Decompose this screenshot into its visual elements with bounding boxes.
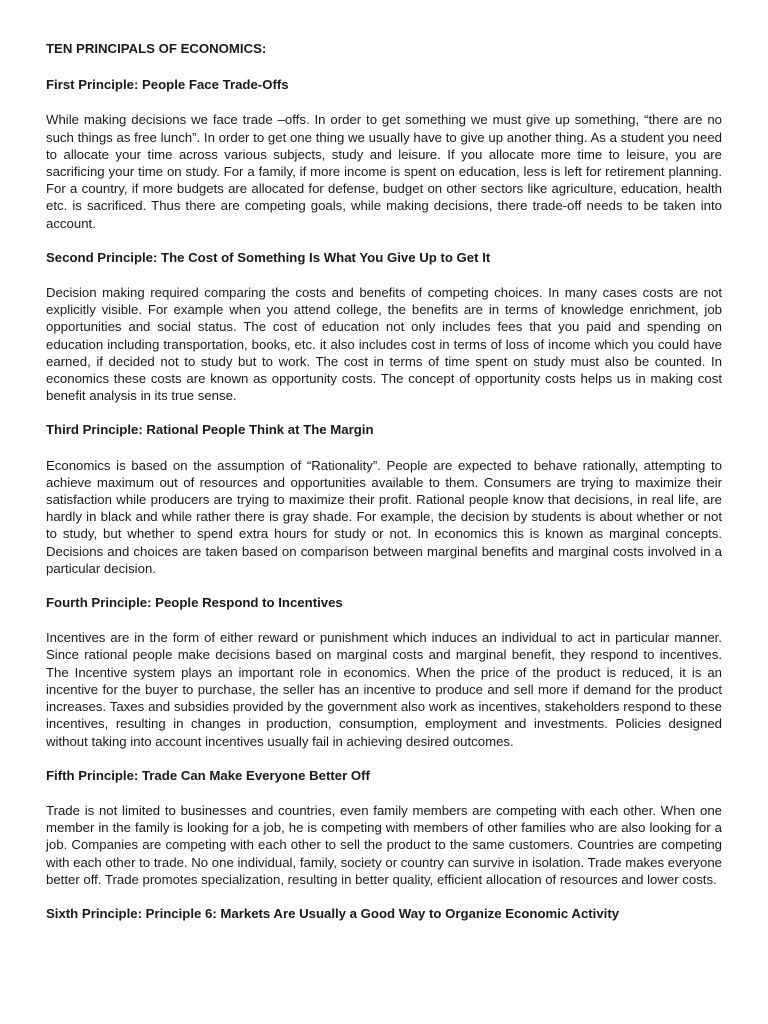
document-title: TEN PRINCIPALS OF ECONOMICS: <box>46 41 267 56</box>
section-sixth-principle <box>46 905 722 922</box>
section-heading: Fifth Principle: Trade Can Make Everyone Better Off <box>46 767 370 783</box>
section-body: Trade is not limited to businesses and countries, even family members are competing with each other. When one member in the family is looking for a job, he is competing with members of other families who are also looking for a job. Companies are competing with each other to sell the product to the same customers. Countries are competing with each other to trade. No one individual, family, society or country can survive in isolation. Trade makes everyone better off. Trade promotes specialization, resulting in better quality, efficient allocation of resources and lower costs. <box>46 802 722 887</box>
section-heading: Third Principle: Rational People Think at The Margin <box>46 422 374 438</box>
section-heading: Second Principle: The Cost of Something Is What You Give Up to Get It <box>46 249 491 265</box>
section-first-principle <box>46 76 722 232</box>
section-third-principle <box>46 421 722 577</box>
section-body: While making decisions we face trade –offs. In order to get something we must give up something, “there are no such things as free lunch”. In order to get one thing we usually have to give up another thing. As a student you need to allocate your time across various subjects, study and leisure. If you allocate more time to leisure, you are sacrificing your time on study. For a family, if more income is spent on education, less is left for retirement planning. For a country, if more budgets are allocated for defense, budget on other sectors like agriculture, education, health etc. is sacrificed. Thus there are competing goals, while making decisions, there trade-off needs to be taken into account. <box>46 112 722 231</box>
section-body: Decision making required comparing the costs and benefits of competing choices. In many cases costs are not explicitly visible. For example when you attend college, the benefits are in terms of knowledge enrichment, job opportunities and social status. The cost of education not only includes fees that you paid and spending on education including transportation, books, etc. it also includes cost in terms of loss of income which you could have earned, if decided not to study but to work. The cost in terms of time spent on study must also be counted. In economics these costs are known as opportunity costs. The concept of opportunity costs helps us in making cost benefit analysis in its true sense. <box>46 285 722 404</box>
section-body: Incentives are in the form of either reward or punishment which induces an individual to act in particular manner. Since rational people make decisions based on marginal costs and marginal benefit, they respond to incentives. The Incentive system plays an important role in economics. When the price of the product is reduced, it is an incentive for the buyer to purchase, the seller has an incentive to produce and sell more if demand for the product increases. Taxes and subsidies provided by the government also work as incentives, stakeholders respond to these incentives, resulting in changes in production, consumption, employment and investments. Policies designed without taking into account incentives usually fail in achieving desired outcomes. <box>46 630 722 749</box>
section-heading: Fourth Principle: People Respond to Incentives <box>46 595 343 611</box>
section-second-principle <box>46 249 722 405</box>
section-fifth-principle <box>46 767 722 888</box>
section-heading: Sixth Principle: Principle 6: Markets Are Usually a Good Way to Organize Economic Activity <box>46 905 620 921</box>
document-page <box>46 40 722 940</box>
section-heading: First Principle: People Face Trade-Offs <box>46 77 289 93</box>
section-fourth-principle <box>46 594 722 750</box>
section-body: Economics is based on the assumption of “Rationality”. People are expected to behave rationally, attempting to achieve maximum out of resources and opportunities available to them. Consumers are trying to maximize their satisfaction while producers are trying to maximize their profit. Rational people know that decisions, in real life, are hardly in black and while rather there is gray shade. For example, the decision by students is about whether or not to study, but whether to spend extra hours for study or not. In economics this is known as marginal concepts. Decisions and choices are taken based on comparison between marginal benefits and marginal costs involved in a particular decision. <box>46 457 722 576</box>
